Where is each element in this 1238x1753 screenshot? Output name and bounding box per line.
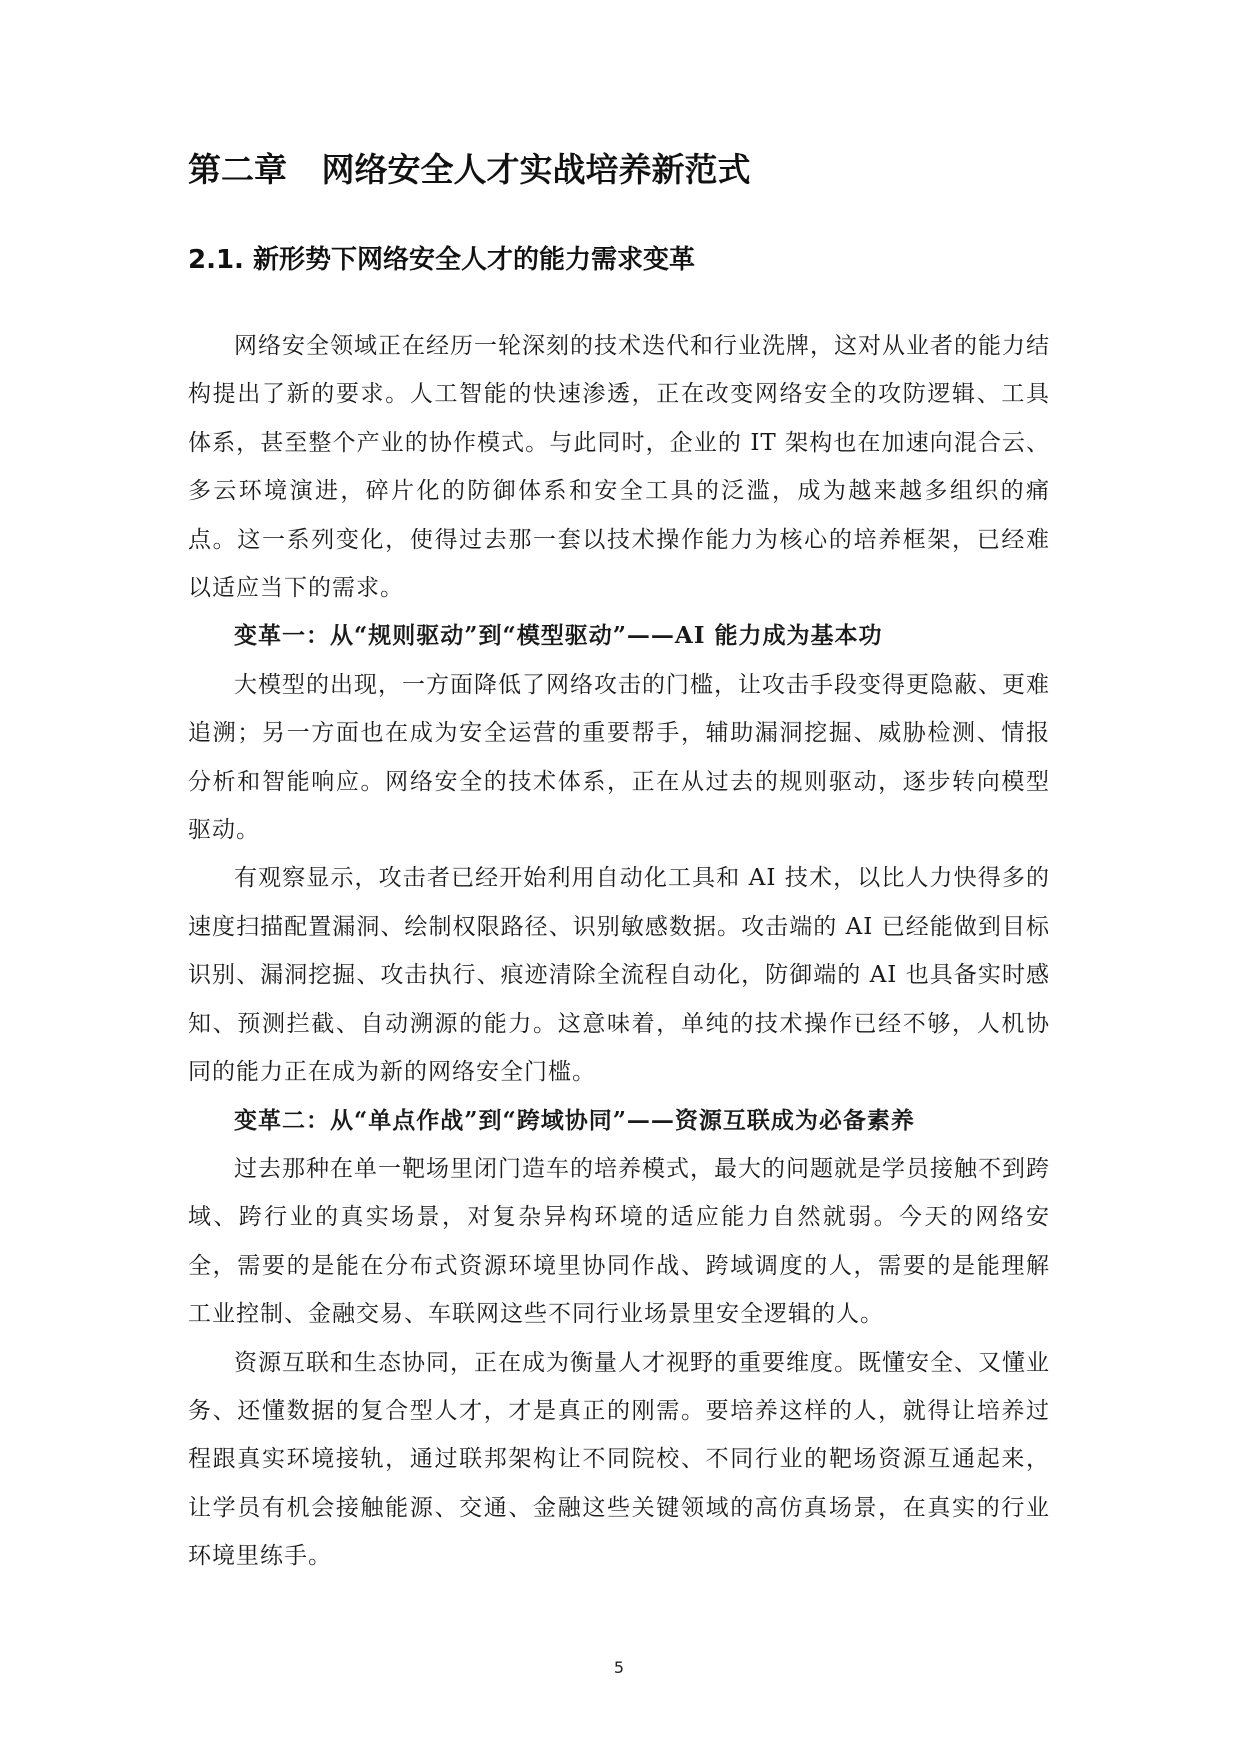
section-title: 2.1. 新形势下网络安全人才的能力需求变革 <box>188 245 695 275</box>
paragraph-large-models: 大模型的出现，一方面降低了网络攻击的门槛，让攻击手段变得更隐蔽、更难追溯；另一方面也在成为安全运营的重要帮手，辅助漏洞挖掘、威胁检测、情报分析和智能响应。网络安全的技术体系，正在从过去的规则驱动，逐步转向模型驱动。 <box>188 671 1050 844</box>
body-text <box>188 322 1050 1581</box>
chapter-title: 第二章 网络安全人才实战培养新范式 <box>188 150 751 189</box>
paragraph-single-range: 过去那种在单一靶场里闭门造车的培养模式，最大的问题就是学员接触不到跨域、跨行业的真实场景，对复杂异构环境的适应能力自然就弱。今天的网络安全，需要的是能在分布式资源环境里协同作战、跨域调度的人，需要的是能理解工业控制、金融交易、车联网这些不同行业场景里安全逻辑的人。 <box>188 1155 1050 1328</box>
page-number: 5 <box>613 1658 625 1677</box>
subheading-change-two: 变革二：从“单点作战”到“跨域协同”——资源互联成为必备素养 <box>234 1106 915 1134</box>
paragraph-ai-attack-defense: 有观察显示，攻击者已经开始利用自动化工具和 AI 技术，以比人力快得多的速度扫描配置漏洞、绘制权限路径、识别敏感数据。攻击端的 AI 已经能做到目标识别、漏洞挖掘、攻击执行、痕迹清除全流程自动化，防御端的 AI 也具备实时感知、预测拦截、自动溯源的能力。这意味着，单纯的技术操作已经不够，人机协同的能力正在成为新的网络安全门槛。 <box>188 865 1050 1086</box>
paragraph-intro: 网络安全领域正在经历一轮深刻的技术迭代和行业洗牌，这对从业者的能力结构提出了新的要求。人工智能的快速渗透，正在改变网络安全的攻防逻辑、工具体系，甚至整个产业的协作模式。与此同时，企业的 IT 架构也在加速向混合云、多云环境演进，碎片化的防御体系和安全工具的泛滥，成为越来越多组织的痛点。这一系列变化，使得过去那一套以技术操作能力为核心的培养框架，已经难以适应当下的需求。 <box>188 333 1050 602</box>
paragraph-resource-interconnect: 资源互联和生态协同，正在成为衡量人才视野的重要维度。既懂安全、又懂业务、还懂数据的复合型人才，才是真正的刚需。要培养这样的人，就得让培养过程跟真实环境接轨，通过联邦架构让不同院校、不同行业的靶场资源互通起来，让学员有机会接触能源、交通、金融这些关键领域的高仿真场景，在真实的行业环境里练手。 <box>188 1349 1050 1570</box>
subheading-change-one: 变革一：从“规则驱动”到“模型驱动”——AI 能力成为基本功 <box>234 622 883 650</box>
